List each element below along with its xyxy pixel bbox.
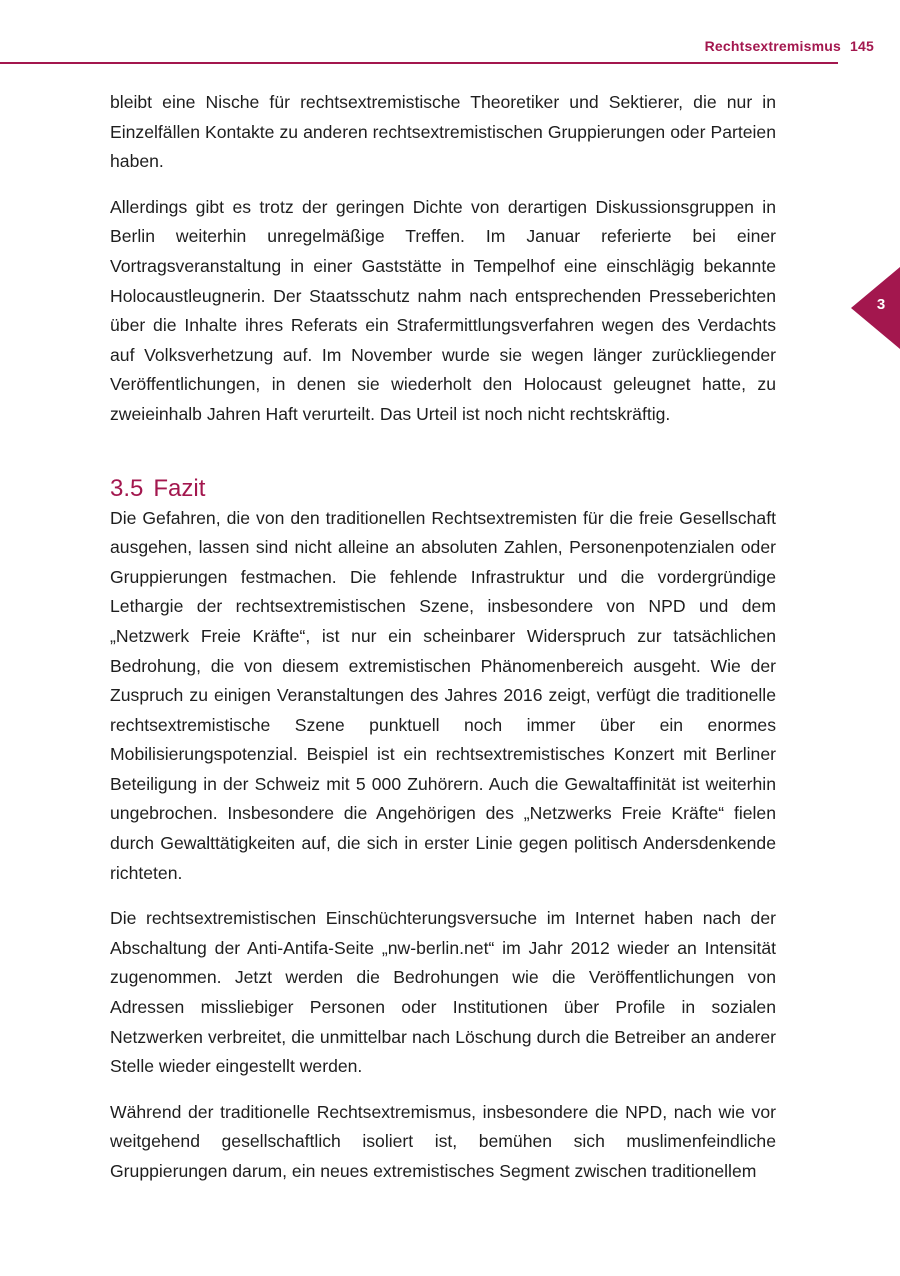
paragraph: Allerdings gibt es trotz der geringen Dichte von derartigen Diskussionsgruppen in Berlin weiterhin unregelmäßige Treffen. Im Januar referierte bei einer Vortragsveranstaltung in einer Gaststätte in Tempelhof eine einschlägig bekannte Holocaustleugnerin. Der Staatsschutz nahm nach entsprechenden Presseberichten über die Inhalte ihres Referats ein Strafermittlungsverfahren wegen des Verdachts auf Volksverhetzung auf. Im November wurde sie wegen länger zurückliegender Veröffentlichungen, in denen sie wiederholt den Holocaust geleugnet hatte, zu zweieinhalb Jahren Haft verurteilt. Das Urteil ist noch nicht rechtskräftig. [110,196,776,424]
page-body [110,88,776,1203]
paragraph: Die rechtsextremistischen Einschüchterungsversuche im Internet haben nach der Abschaltung der Anti-Antifa-Seite „nw-berlin.net“ im Jahr 2012 wieder an Intensität zugenommen. Jetzt werden die Bedrohungen wie die Veröffentlichungen von Adressen missliebiger Personen oder Institutionen über Profile in sozialen Netzwerken verbreitet, die unmittelbar nach Löschung durch die Betreiber an anderer Stelle wieder eingestellt werden. [110,908,776,1077]
paragraph: bleibt eine Nische für rechtsextremistische Theoretiker und Sektierer, die nur in Einzelfällen Kontakte zu anderen rechtsextremistischen Gruppierungen oder Parteien haben. [110,92,776,172]
paragraph: Während der traditionelle Rechtsextremismus, insbesondere die NPD, nach wie vor weitgehend gesellschaftlich isoliert ist, bemühen sich muslimenfeindliche Gruppierungen darum, ein neues extremistisches Segment zwischen traditionellem [110,1101,776,1181]
header-rule [0,62,838,64]
running-header [705,38,874,54]
section-heading [110,474,776,504]
paragraph: Die Gefahren, die von den traditionellen Rechtsextremisten für die freie Gesellschaft ausgehen, lassen sind nicht alleine an absoluten Zahlen, Personenpotenzialen oder Gruppierungen festmachen. Die fehlende Infrastruktur und die vordergründige Lethargie der rechtsextremistischen Szene, insbesondere von NPD und dem „Netzwerk Freie Kräfte“, ist nur ein scheinbarer Widerspruch zur tatsächlichen Bedrohung, die von diesem extremistischen Phänomenbereich ausgeht. Wie der Zuspruch zu einigen Veranstaltungen des Jahres 2016 zeigt, verfügt die traditionelle rechtsextremistische Szene punktuell noch immer über ein enormes Mobilisierungspotenzial. Beispiel ist ein rechtsextremistisches Konzert mit Berliner Beteiligung in der Schweiz mit 5 000 Zuhörern. Auch die Gewaltaffinität ist weiterhin ungebrochen. Insbesondere die Angehörigen des „Netzwerks Freie Kräfte“ fielen durch Gewalttätigkeiten auf, die sich in erster Linie gegen politisch Andersdenkende richteten. [110,507,776,883]
page-number: 145 [850,38,874,54]
section-number: 3.5 [110,474,144,502]
section-title: Fazit [153,474,206,502]
chapter-number: 3 [876,296,886,313]
header-title: Rechtsextremismus [704,38,842,54]
